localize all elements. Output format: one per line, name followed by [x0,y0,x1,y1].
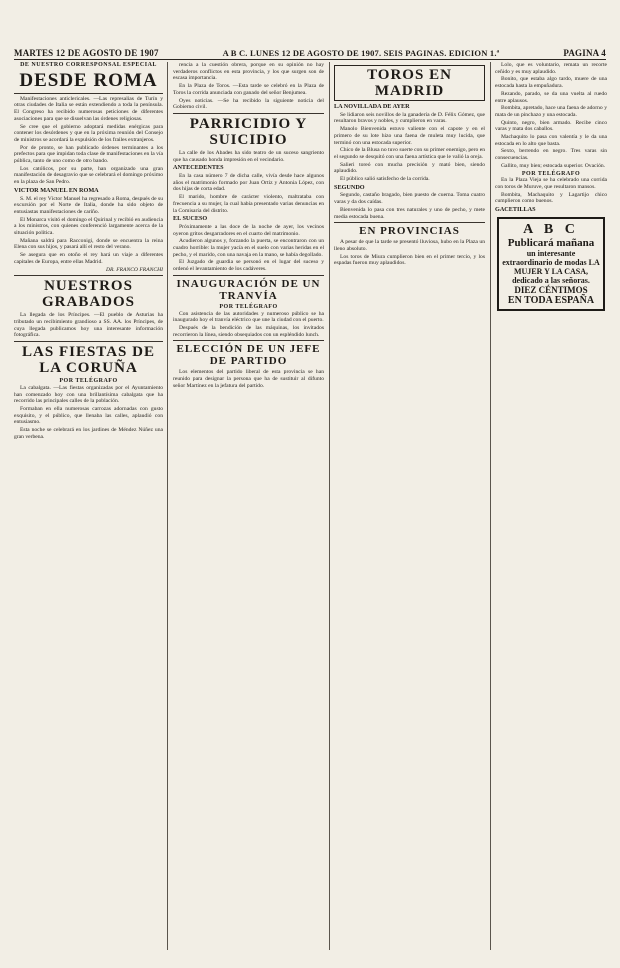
advertisement-box [497,217,605,311]
column-3 [334,62,485,952]
paragraph: Los toros de Miura cumplieron bien en el primer tercio, y los espadas fueron muy aplaudidos. [334,253,485,267]
byline: POR TELÉGRAFO [59,378,118,385]
divider [173,275,324,276]
masthead-left: MARTES 12 DE AGOSTO DE 1907 [14,48,159,58]
paragraph: Se asegura que en otoño el rey hará un viaje a diferentes capitales de Europa, entre ellas Madrid. [14,252,163,265]
column-4 [495,62,607,952]
paragraph: La cabalgata. —Las fiestas organizadas por el Ayuntamiento han comenzado hoy con una brillantísima cabalgata que ha recorrido las principales calles de la población. [14,384,163,405]
column-1 [14,62,163,952]
paragraph: Chico de la Blusa no tuvo suerte con su primer enemigo, pero en el segundo se desquitó con una faena artística que le valió la oreja. [334,147,485,160]
kicker: DE NUESTRO CORRESPONSAL ESPECIAL [20,62,157,68]
signature: DR. FRANCO FRANCHI [105,266,163,273]
paragraph: Oyes noticias. —Se ha recibido la siguiente noticia del Gobierno civil. [173,97,324,111]
divider [173,340,324,341]
divider [14,93,163,94]
paragraph: En la Plaza Vieja se ha celebrado una corrida con toros de Muruve, que resultaron mansos. [495,177,607,190]
ad-headline: Publicará mañana [507,236,595,249]
paragraph: Bombita, Machaquito y Lagartijo chico cumplieron como buenos. [495,191,607,205]
paragraph: Después de la bendición de las máquinas, los invitados recorrieron la línea, siendo obsequiados con un espléndido lunch. [173,324,324,338]
headline-tranvia: INAUGURACIÓN DE UN TRANVÍA [176,277,321,302]
paragraph: Bombita, apretado, hace una faena de adorno y mata de un pinchazo y una estocada. [495,105,607,118]
masthead-page-number: PAGINA 4 [563,48,606,58]
paragraph: Con asistencia de las autoridades y numeroso público se ha inaugurado hoy el tranvía eléctrico que une la ciudad con el puerto. [173,310,324,324]
paragraph: S. M. el rey Víctor Manuel ha regresado a Roma, después de su excursión por el Norte de Italia, donde ha sido objeto de entusiastas manifestaciones de cariño. [14,195,163,215]
paragraph: Rezando, parado, se da una vuelta al ruedo entre aplausos. [495,90,607,104]
paragraph: Lolo, que es voluntario, remata un recorte ceñido y es muy aplaudido. [495,62,607,75]
paragraph: Quinto, negro, bien armado. Recibe cinco varas y mata dos caballos. [495,119,607,133]
headline-nuestros-grabados: NUESTROS GRABADOS [41,278,135,311]
section-title: SEGUNDO [334,183,365,191]
paragraph: En la casa número 7 de dicha calle, vivía desde hace algunos años el matrimonio formado por Juan Ortiz y Antonia López, con dos hijas de corta edad. [173,173,324,193]
paragraph: Los elementos del partido liberal de esta provincia se han reunido para designar la persona que ha de sustituir al difunto señor Martínez en la jefatura del partido. [173,369,324,389]
divider [14,275,163,276]
paragraph: Se lidiaron seis novillos de la ganadería de D. Félix Gómez, que resultaron bravos y nobles, y cumplieron en varas. [334,111,485,125]
byline: POR TELÉGRAFO [521,170,581,177]
paragraph: Se cree que el gobierno adoptará medidas enérgicas para contener los desórdenes y que en la próxima reunión del Consejo de ministros se acordará la expulsión de los frailes extranjeros. [14,123,163,143]
column-rule [329,62,330,950]
paragraph: Machaquito lo pasa con valentía y le da una estocada en lo alto que basta. [495,134,607,147]
paragraph: Sexto, berrendo en negro. Tres varas sin consecuencias. [495,148,607,162]
divider [173,113,324,114]
paragraph: Manifestaciones anticlericales. —Las represalias de Turín y otras ciudades de Italia se están extendiendo a toda la península. El Congreso ha recibido numerosas peticiones de diferentes asociaciones para que se disuelvan las órdenes religiosas. [14,95,163,122]
masthead-center: A B C. LUNES 12 DE AGOSTO DE 1907. SEIS PAGINAS. EDICION 1.ª [222,48,500,58]
paragraph: Próximamente a las doce de la noche de ayer, los vecinos oyeron gritos desgarradores en el cuarto del matrimonio. [173,223,324,237]
paragraph: Los católicos, por su parte, han organizado una gran manifestación de desagravio que se celebrará el domingo próximo en la plaza de San Pedro. [14,165,163,186]
paragraph: El Juzgado de guardia se personó en el lugar del suceso y ordenó el levantamiento de los cadáveres. [173,259,324,273]
ad-brand: A B C [523,221,579,237]
paragraph: Segundo, castaño bragado, bien puesto de cuerna. Toma cuatro varas y da dos caídas. [334,192,485,206]
paragraph: Esta noche se celebrará en los jardines de Méndez Núñez una gran verbena. [14,427,163,440]
paragraph: Gallito, muy bien; estocada superior. Ovación. [501,162,606,169]
paragraph: Salieri toreó con mucha precisión y mató bien, siendo aplaudido. [334,161,485,175]
section-title: LA NOVILLADA DE AYER [334,103,410,110]
column-2 [173,62,324,952]
divider [334,222,485,223]
paragraph: Bienvenida lo pasa con tres naturales y uno de pecho, y mete media estocada buena. [334,206,485,220]
deck: La calle de los Abades ha sido teatro de un suceso sangriento que ha causado honda impresión en el vecindario. [173,149,324,163]
headline-fiestas-coruna: LAS FIESTAS DE LA CORUÑA [22,344,155,377]
paragraph: Formaban en ella numerosas carrozas adornadas con gusto exquisito, y el público, que llenaba las calles, aplaudió con entusiasmo. [14,405,163,426]
paragraph: A pesar de que la tarde se presentó lluviosa, hubo en la Plaza un lleno absoluto. [334,239,485,252]
paragraph: Manolo Bienvenida estuvo valiente con el capote y en el primero de su lote hizo una faena de muleta muy lucida, que terminó con una estocada superior. [334,126,485,146]
paragraph: El Monarca visitó el domingo el Quirinal y recibió en audiencia a los ministros, con quienes conferenció largamente acerca de la situación política. [14,216,163,237]
paragraph: El público salió satisfecho de la corrida. [340,176,430,183]
ad-body: un interesante extraordinario de modas LA MUJER Y LA CASA, dedicado a las señoras. [502,248,600,285]
paragraph: Bonito, que estaba algo tardo, muere de una estocada hasta la empuñadura. [495,76,607,90]
paragraph: El marido, hombre de carácter violento, maltrataba con frecuencia a su mujer, la cual había presentado varias denuncias en la Comisaría del distrito. [173,194,324,214]
section-title: GACETILLAS [495,206,536,214]
ad-region: EN TODA ESPAÑA [507,294,595,306]
paragraph: Acudieron algunos y, forzando la puerta, se encontraron con un cuadro horrible: la mujer yacía en el suelo con varias heridas en el pecho, y el marido, con una navaja en la mano, se había degollado. [173,238,324,258]
paragraph: Por de pronto, se han publicado órdenes terminantes a los prefectos para que impidan toda clase de manifestaciones en la vía pública, tanto de uno como de otro bando. [14,144,163,165]
headline-toros: TOROS EN MADRID [334,65,485,101]
byline: POR TELÉGRAFO [219,303,278,310]
column-rule [167,62,168,950]
paragraph: rencia a la cuestión obrera, porque en su opinión no hay verdaderos conflictos en esta provincia, y los que surgen son de escasa importancia. [173,62,324,82]
headline-desde-roma: DESDE ROMA [19,69,158,91]
section-title: EL SUCESO [173,215,208,223]
column-rule [490,62,491,950]
divider [14,341,163,342]
headline-parricidio: PARRICIDIO Y SUICIDIO [189,115,308,148]
paragraph: Mañana saldrá para Racconigi, donde se encuentra la reina Elena con sus hijos, y pasará allí el resto del verano. [14,237,163,251]
ad-price: DIEZ CÉNTIMOS [514,284,588,295]
section-title: VICTOR MANUEL EN ROMA [14,186,99,194]
headline-provincias: EN PROVINCIAS [359,225,460,238]
paragraph: En la Plaza de Toros. —Esta tarde se celebró en la Plaza de Toros la corrida anunciada con ganado del señor Benjumea. [173,83,324,96]
section-title: ANTECEDENTES [173,164,224,172]
masthead [14,44,606,60]
headline-eleccion: ELECCIÓN DE UN JEFE DE PARTIDO [176,343,321,368]
paragraph: La llegada de los Príncipes. —El pueblo de Asturias ha tributado un recibimiento grandioso a SS. AA. los Príncipes, de cuya llegada publicamos hoy una interesante información fotográfica. [14,312,163,339]
